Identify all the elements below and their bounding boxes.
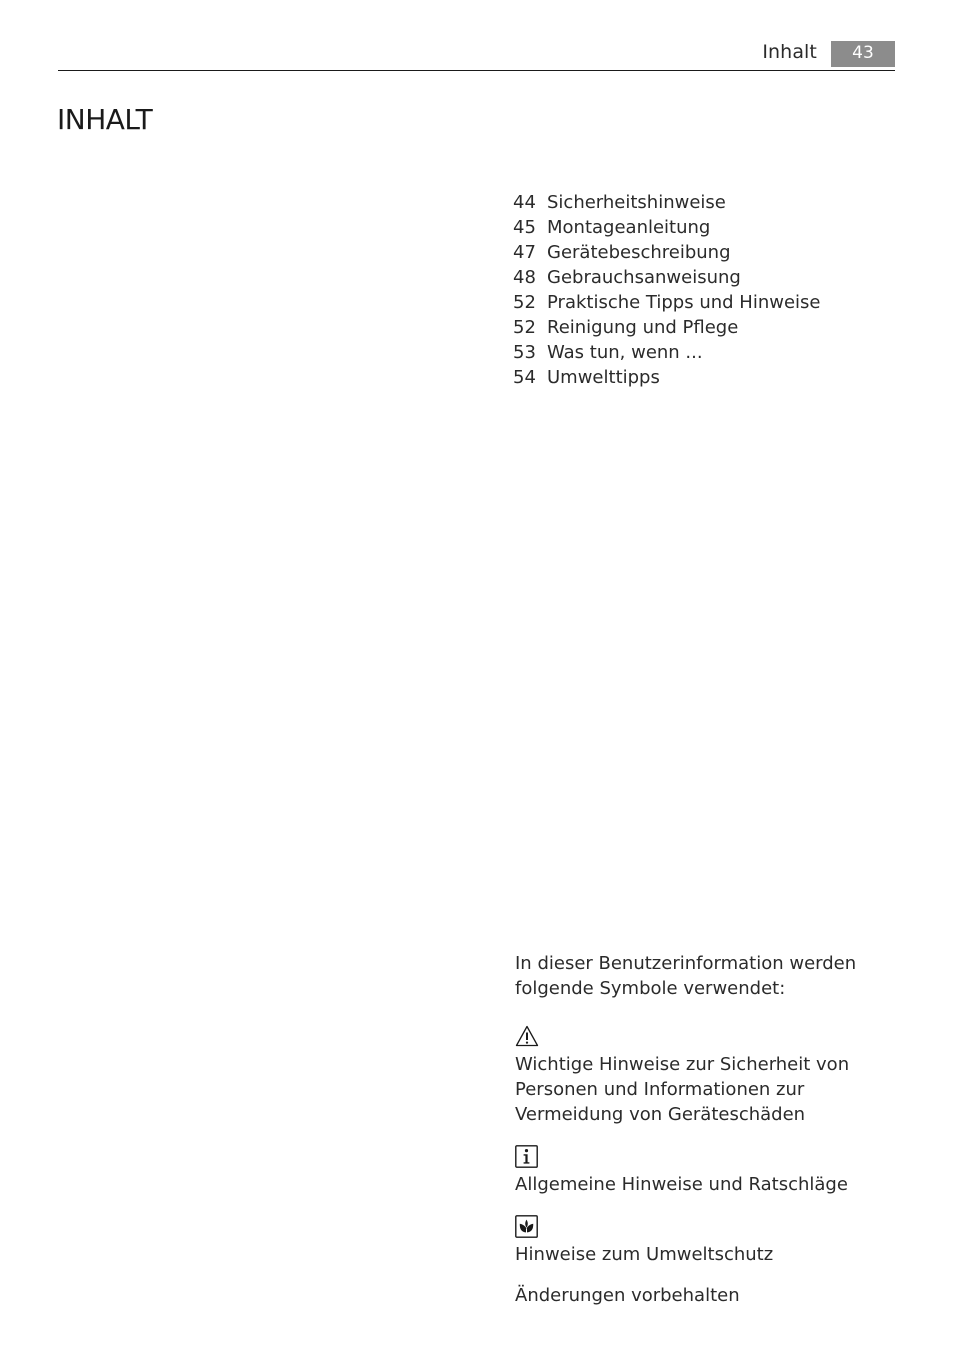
toc-page-number: 48 (513, 267, 536, 288)
toc-entry[interactable] (513, 240, 893, 265)
toc-page-number: 45 (513, 217, 536, 238)
toc-entry-title: Praktische Tipps und Hinweise (547, 292, 821, 313)
toc-page-number: 53 (513, 342, 536, 363)
page-number: 43 (831, 41, 895, 67)
toc-page-number: 52 (513, 317, 536, 338)
table-of-contents (513, 190, 893, 390)
page-title: INHALT (57, 103, 153, 136)
legend-info-text: Allgemeine Hinweise und Ratschläge (515, 1174, 848, 1195)
running-header-section: Inhalt (762, 41, 817, 63)
changes-reserved-text: Änderungen vorbehalten (515, 1285, 740, 1306)
toc-page-number: 44 (513, 192, 536, 213)
header-divider (58, 70, 895, 71)
toc-entry[interactable] (513, 290, 893, 315)
toc-page-number: 47 (513, 242, 536, 263)
toc-page-number: 52 (513, 292, 536, 313)
warning-triangle-icon (515, 1025, 539, 1047)
legend-warning-text: Wichtige Hinweise zur Sicherheit von Personen und Informationen zur Vermeidung von Geräteschäden (515, 1054, 850, 1125)
toc-entry[interactable] (513, 190, 893, 215)
legend-environment-text: Hinweise zum Umweltschutz (515, 1244, 774, 1265)
toc-entry-title: Montageanleitung (547, 217, 711, 238)
toc-entry[interactable] (513, 365, 893, 390)
toc-entry-title: Reinigung und Pflege (547, 317, 739, 338)
toc-entry-title: Gebrauchsanweisung (547, 267, 741, 288)
toc-entry-title: Umwelttipps (547, 367, 660, 388)
toc-entry-title: Gerätebeschreibung (547, 242, 731, 263)
environment-icon (515, 1215, 538, 1238)
info-icon (515, 1145, 538, 1168)
toc-entry[interactable] (513, 265, 893, 290)
toc-entry-title: Sicherheitshinweise (547, 192, 726, 213)
toc-entry[interactable] (513, 315, 893, 340)
toc-entry[interactable] (513, 215, 893, 240)
toc-entry[interactable] (513, 340, 893, 365)
toc-entry-title: Was tun, wenn ... (547, 342, 703, 363)
legend-intro-text: In dieser Benutzerinformation werden folgende Symbole verwendet: (515, 953, 857, 999)
toc-page-number: 54 (513, 367, 536, 388)
